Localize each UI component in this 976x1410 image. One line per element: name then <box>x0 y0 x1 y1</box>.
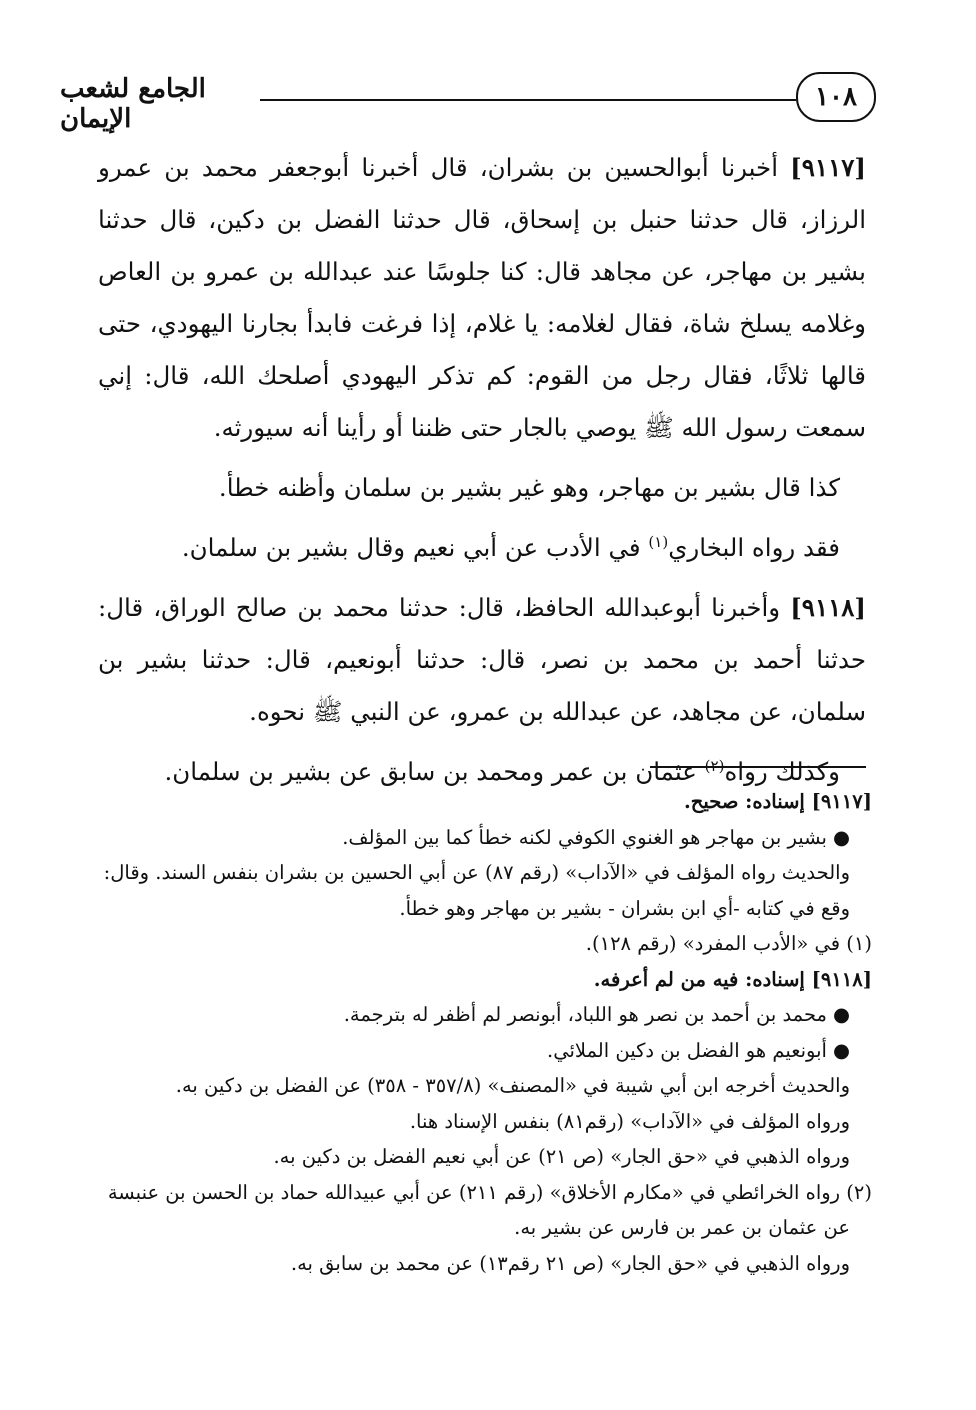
footnote-bullet <box>98 997 872 1033</box>
footnote-bullet <box>98 820 872 856</box>
running-title: الجامع لشعب الإيمان <box>60 74 206 134</box>
comment-paragraph: كذا قال بشير بن مهاجر، وهو غير بشير بن سلمان وأظنه خطأ. <box>218 473 840 502</box>
footnote-text: أبونعيم هو الفضل بن دكين الملائي. <box>547 1038 827 1062</box>
footnote-2: (٢) رواه الخرائطي في «مكارم الأخلاق» (رقم ٢١١) عن أبي عبيدالله حماد بن الحسن بن عنبسة <box>107 1180 872 1204</box>
footnote-line: ورواه المؤلف في «الآداب» (رقم٨١) بنفس الإسناد هنا. <box>409 1109 850 1133</box>
footnote-1: (١) في «الأدب المفرد» (رقم ١٢٨). <box>585 932 872 955</box>
comment-text: فقد رواه البخاري <box>668 533 840 562</box>
footnote-line: والحديث أخرجه ابن أبي شيبة في «المصنف» (٣٥٧/٨ - ٣٥٨) عن الفضل بن دكين به. <box>175 1074 850 1097</box>
bullet-icon: ● <box>832 825 850 849</box>
comment-text: عثمان بن عمر ومحمد بن سابق عن بشير بن سلمان. <box>164 757 705 786</box>
comment-paragraph-2 <box>98 522 866 574</box>
hadith-9118 <box>98 582 866 738</box>
footnote-bullet <box>98 1033 872 1069</box>
footnote-line: عن عثمان بن عمر بن فارس عن بشير به. <box>514 1216 850 1239</box>
footnote-line: وقع في كتابه -أي ابن بشران - بشير بن مهاجر وهو خطأ. <box>399 896 850 920</box>
footnote-line: والحديث رواه المؤلف في «الآداب» (رقم ٨٧) عن أبي الحسين بن بشران بنفس السند. وقال: <box>103 861 850 884</box>
footnote-divider <box>650 766 866 768</box>
footnote-heading: [٩١١٧] إسناده: صحيح. <box>683 790 872 813</box>
footnote-text: بشير بن مهاجر هو الغنوي الكوفي لكنه خطأ كما بين المؤلف. <box>342 825 827 849</box>
footnote-marker: (١) <box>648 532 669 551</box>
footnote-text: محمد بن أحمد بن نصر هو اللباد، أبونصر لم أظفر له بترجمة. <box>343 1003 827 1026</box>
comment-text: في الأدب عن أبي نعيم وقال بشير بن سلمان. <box>181 533 649 562</box>
hadith-text: أخبرنا أبوالحسين بن بشران، قال أخبرنا أبوجعفر محمد بن عمرو الرزاز، قال حدثنا حنبل بن إسحاق، قال حدثنا الفضل بن دكين، قال حدثنا بشير بن مهاجر، عن مجاهد قال: كنا جلوسًا عند عبدالله بن عمرو بن العاص وغلامه يسلخ شاة، فقال لغلامه: يا غلام، إذا فرغت فابدأ بجارنا اليهودي، حتى قالها ثلاثًا، فقال رجل من القوم: كم تذكر اليهودي أصلحك الله، قال: إني سمعت رسول الله ﷺ يوصي بالجار حتى ظننا أو رأينا أنه سيورثه. <box>98 153 866 442</box>
page-header <box>60 60 876 134</box>
footnote-heading: [٩١١٨] إسناده: فيه من لم أعرفه. <box>593 967 872 991</box>
header-rule <box>260 99 796 101</box>
main-text <box>98 142 866 806</box>
page-number: ١٠٨ <box>796 72 876 122</box>
bullet-icon: ● <box>832 1003 850 1026</box>
footnote-line: ورواه الذهبي في «حق الجار» (ص ٢١ رقم١٣) عن محمد بن سابق به. <box>290 1251 850 1275</box>
bullet-icon: ● <box>832 1038 850 1062</box>
hadith-9117 <box>98 142 866 454</box>
comment-text: وكذلك رواه <box>724 757 840 786</box>
hadith-number: [٩١١٧] <box>790 153 866 182</box>
footnote-marker: (٢) <box>704 756 725 775</box>
hadith-text: وأخبرنا أبوعبدالله الحافظ، قال: حدثنا محمد بن صالح الوراق، قال: حدثنا أحمد بن محمد بن نصر، قال: حدثنا أبونعيم، قال: حدثنا بشير بن سلمان، عن مجاهد، عن عبدالله بن عمرو، عن النبي ﷺ نحوه. <box>98 593 866 726</box>
footnotes <box>98 784 872 1281</box>
footnote-line: ورواه الذهبي في «حق الجار» (ص ٢١) عن أبي نعيم الفضل بن دكين به. <box>273 1145 850 1168</box>
hadith-number: [٩١١٨] <box>790 593 867 622</box>
